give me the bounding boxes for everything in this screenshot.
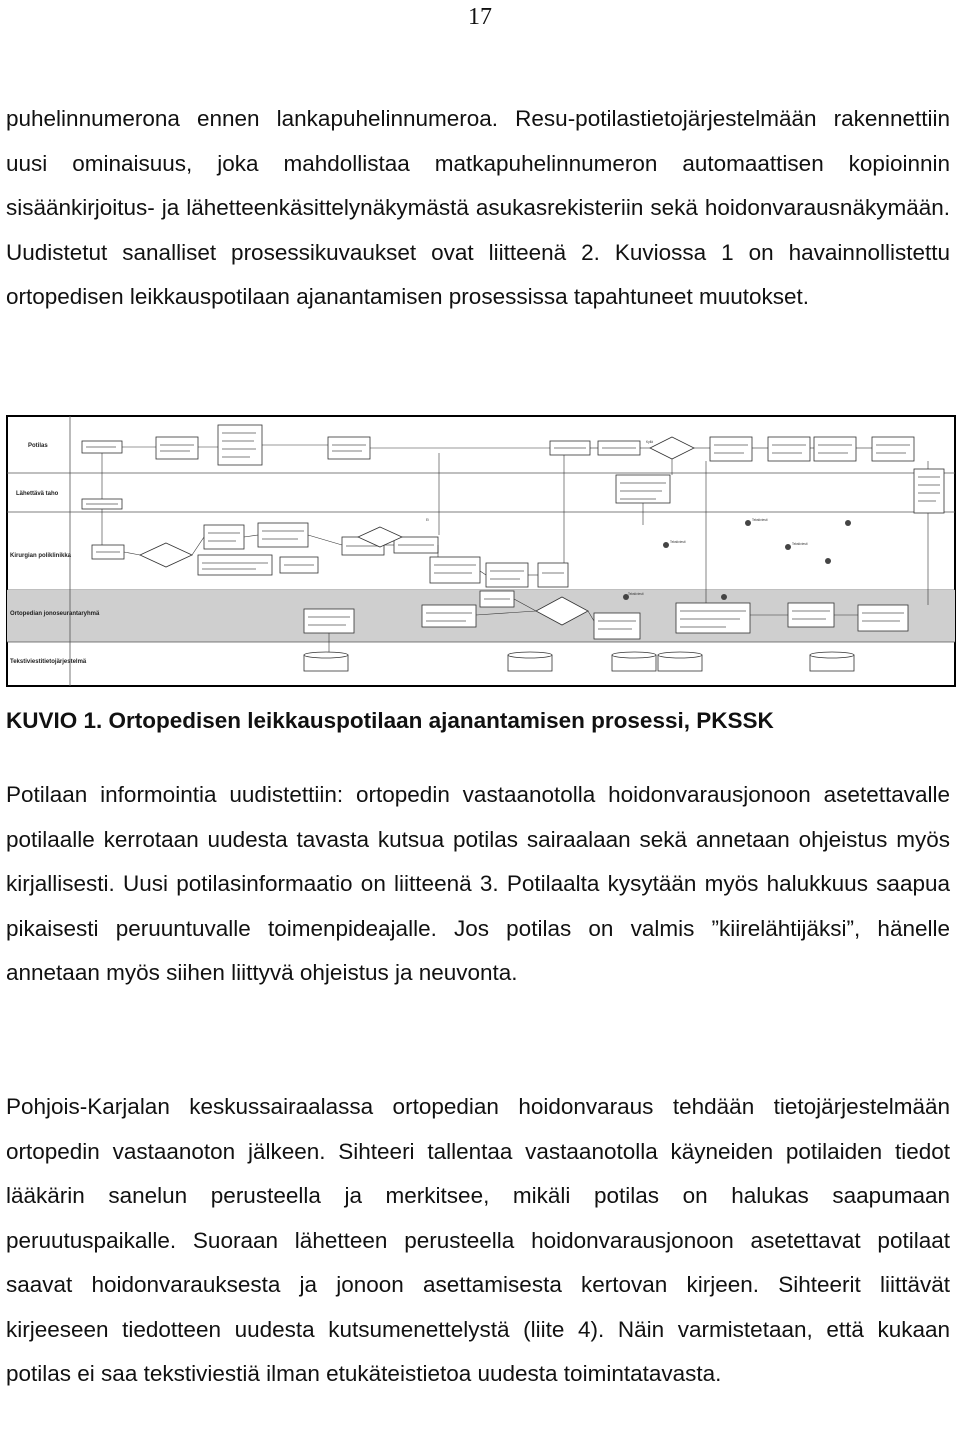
lane-label-sms-system: Tekstiviestitietojärjestelmä bbox=[10, 659, 87, 665]
page-number: 17 bbox=[468, 4, 492, 30]
paragraph-pkks-process: Pohjois-Karjalan keskussairaalassa ortopedian hoidonvaraus tehdään tietojärjestelmään ortopedin vastaanoton jälkeen. Sihteeri tallentaa vastaanotolla käyneiden potilaiden tiedot lääkärin sanelun perusteella ja merkitsee, mikäli potilas on halukas saapumaan peruutuspaikalle. Suoraan lähetteen perusteella hoidonvarausjonoon asetettavat potilaat saavat hoidonvarauksesta ja jonoon asettamisesta kertovan kirjeen. Sihteerit liittävät kirjeeseen tiedotteen uudesta kutsumenettelystä (liite 4). Näin varmistetaan, että kukaan potilas ei saa tekstiviestiä ilman etukäteistietoa uudesta toimintatavasta. bbox=[6, 1094, 950, 1386]
sms-label-3: Tekstiviesti bbox=[792, 542, 808, 546]
decision-no-label: Ei bbox=[426, 518, 429, 522]
decision-yes-label: Kyllä bbox=[646, 440, 653, 444]
process-diagram bbox=[6, 415, 956, 687]
sms-label-4: Tekstiviesti bbox=[628, 592, 644, 596]
sms-label-2: Tekstiviesti bbox=[752, 518, 768, 522]
sms-label-1: Tekstiviesti bbox=[670, 540, 686, 544]
lane-label-queue: Ortopedian jonoseurantaryhmä bbox=[10, 611, 100, 617]
lane-label-referrer: Lähettävä taho bbox=[16, 491, 59, 497]
lane-label-patient: Potilas bbox=[28, 443, 48, 449]
figure-caption: KUVIO 1. Ortopedisen leikkauspotilaan ajanantamisen prosessi, PKSSK bbox=[6, 708, 774, 733]
paragraph-intro: puhelinnumerona ennen lankapuhelinnumeroa. Resu-potilastietojärjestelmään rakennettiin uusi ominaisuus, joka mahdollistaa matkapuhelinnumeron automaattisen kopioinnin sisäänkirjoitus- ja lähetteenkäsittelynäkymästä asukasrekisteriin sekä hoidonvarausnäkymään. Uudistetut sanalliset prosessikuvaukset ovat liitteenä 2. Kuviossa 1 on havainnollistettu ortopedisen leikkauspotilaan ajanantamisen prosessissa tapahtuneet muutokset. bbox=[6, 106, 950, 309]
paragraph-patient-info: Potilaan informointia uudistettiin: ortopedin vastaanotolla hoidonvarausjonoon asetettavalle potilaalle kerrotaan uudesta tavasta kutsua potilas sairaalaan sekä annetaan ohjeistus myös kirjallisesti. Uusi potilasinformaatio on liitteenä 3. Potilaalta kysytään myös halukkuus saapua pikaisesti peruuntuvalle toimenpideajalle. Jos potilas on valmis ”kiirelähtijäksi”, hänelle annetaan myös siihen liittyvä ohjeistus ja neuvonta. bbox=[6, 782, 950, 985]
lane-label-clinic: Kirurgian poliklinikka bbox=[10, 553, 72, 559]
